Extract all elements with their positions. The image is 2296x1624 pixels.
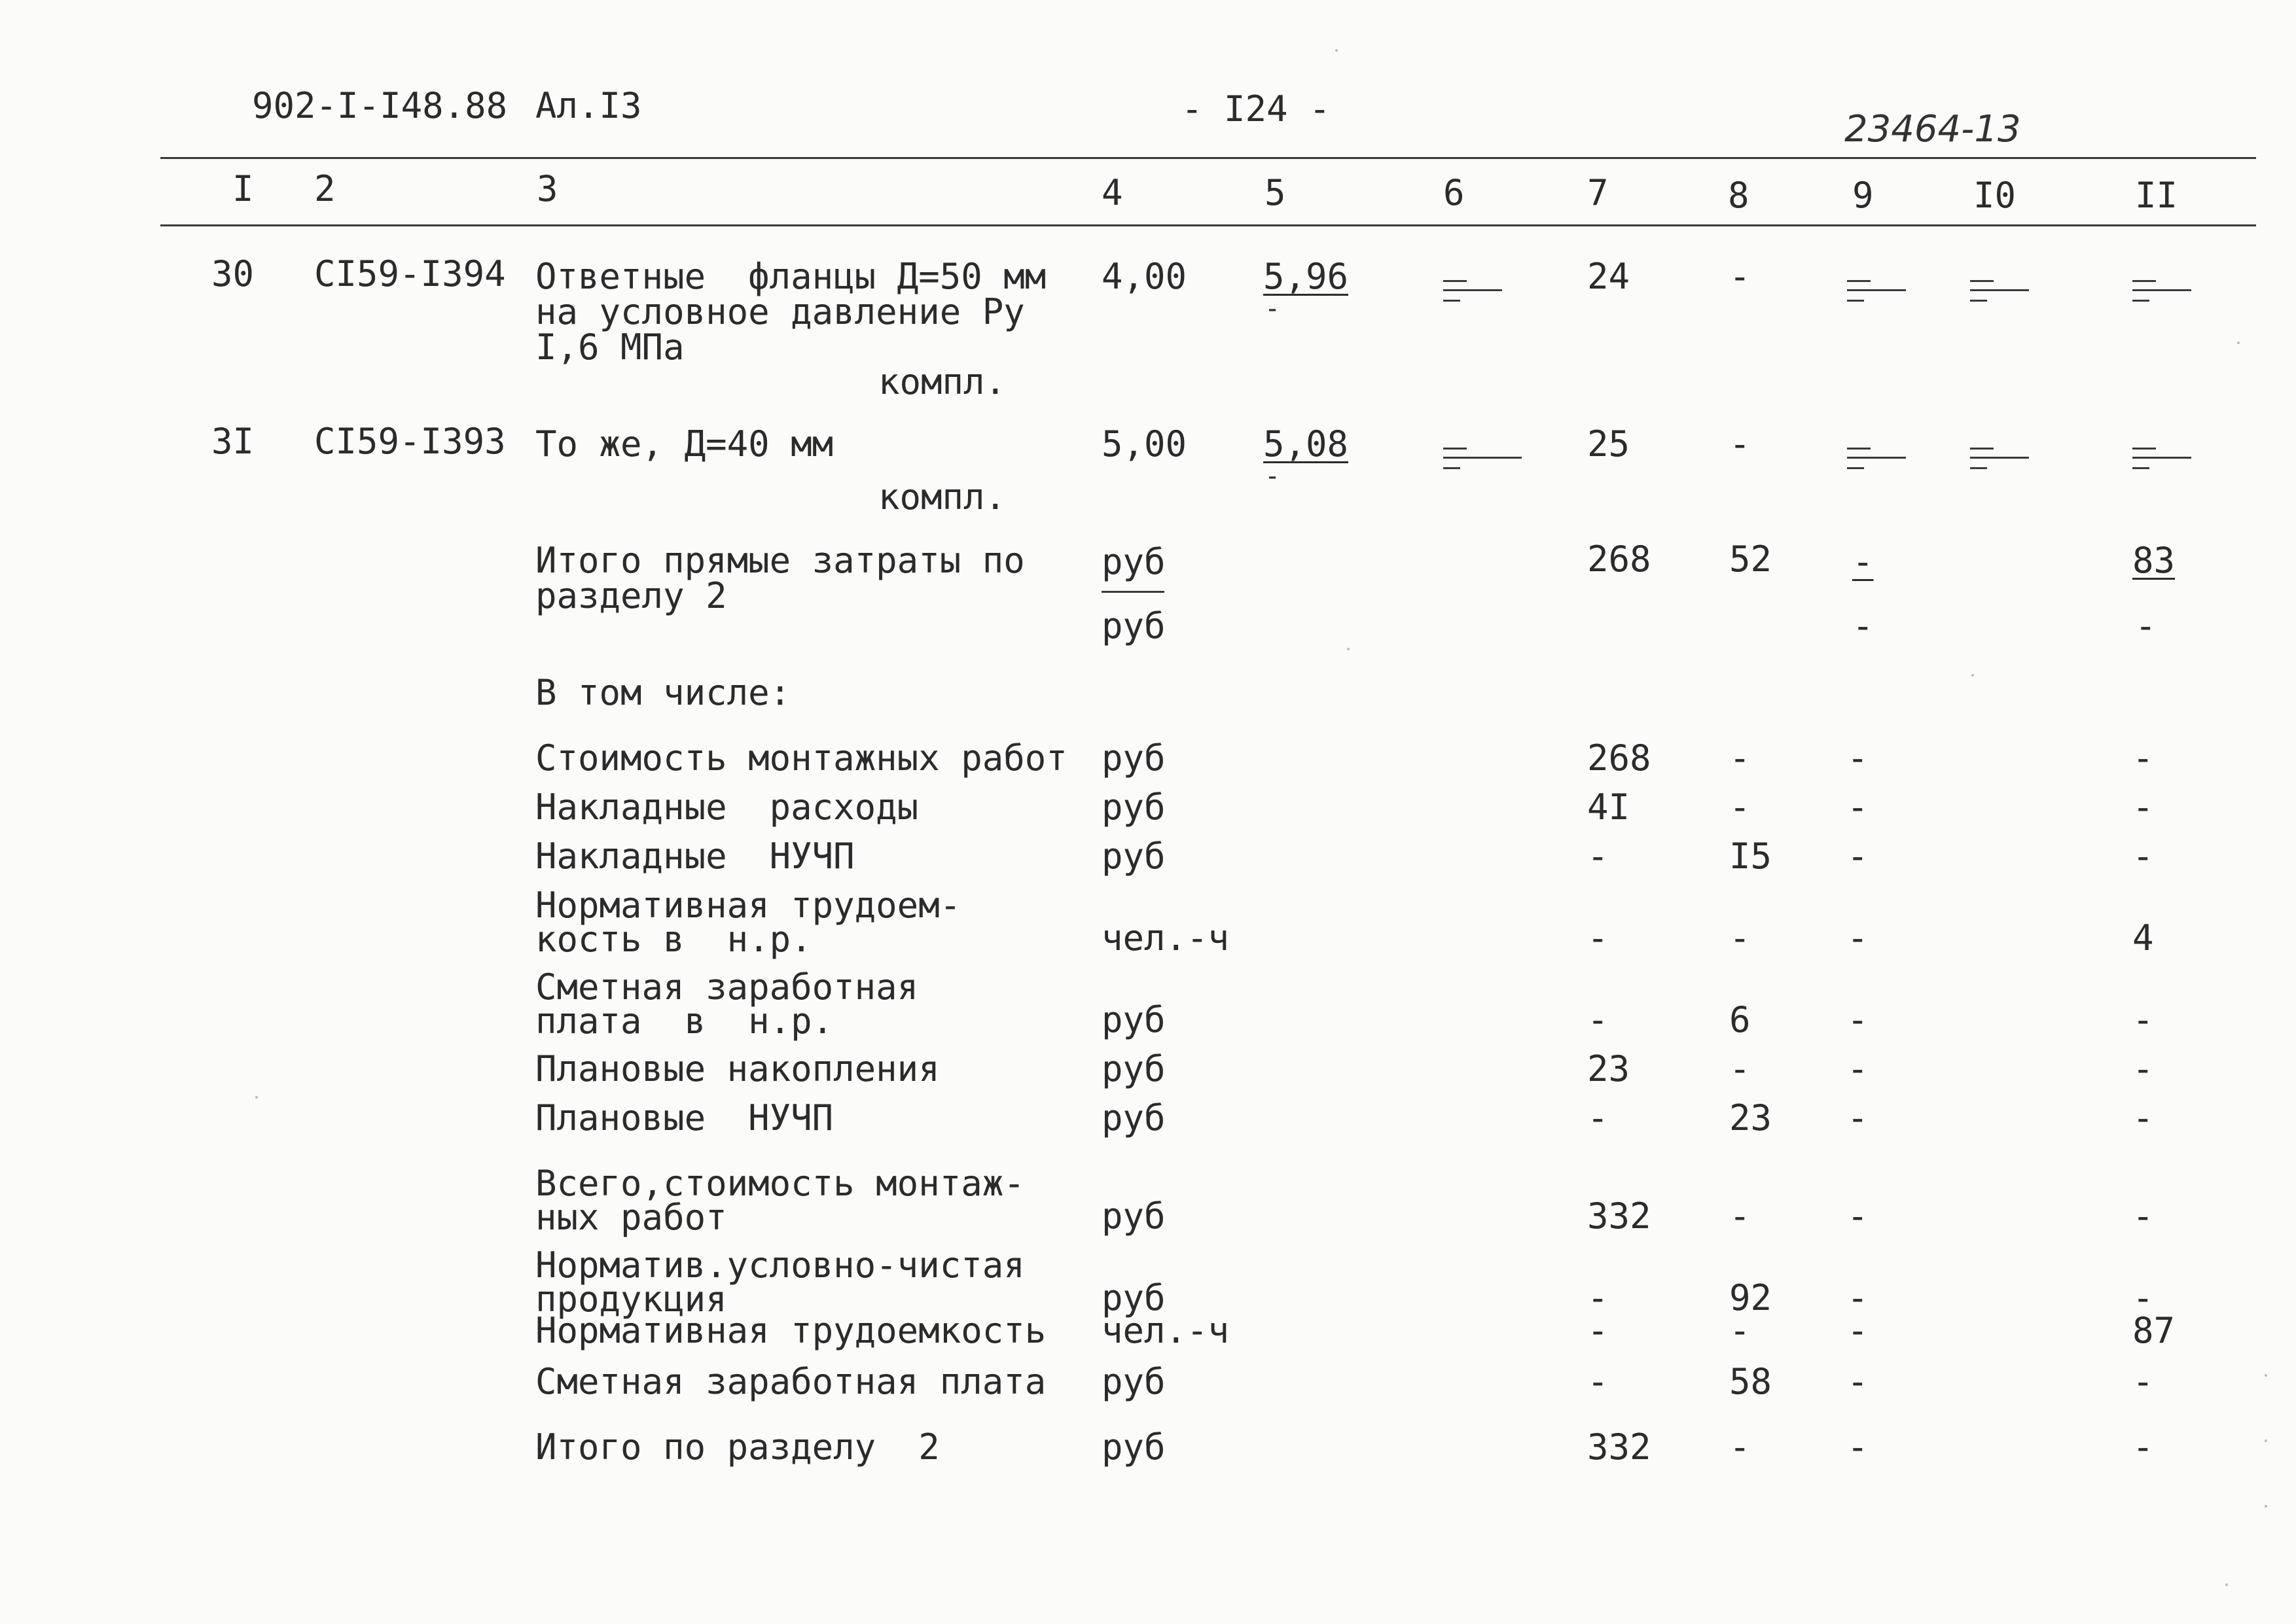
breakdown-col9: - xyxy=(1847,1097,1869,1139)
breakdown-col11: - xyxy=(2132,1048,2154,1089)
col10-dash-fraction xyxy=(1970,442,2029,475)
breakdown-col7: - xyxy=(1587,1361,1609,1402)
breakdown-label-line: ных работ xyxy=(535,1197,727,1238)
breakdown-col9: - xyxy=(1847,1277,1869,1318)
breakdown-col9: - xyxy=(1847,786,1869,828)
breakdown-unit: руб xyxy=(1102,999,1166,1040)
breakdown-unit: руб xyxy=(1102,1361,1166,1402)
breakdown-col7: 332 xyxy=(1587,1195,1651,1237)
column-number-11: II xyxy=(2135,175,2178,216)
item-code: CI59-I394 xyxy=(314,253,506,294)
scan-speck xyxy=(1335,49,1338,52)
breakdown-col9: - xyxy=(1847,737,1869,779)
breakdown-label-line: Накладные расходы xyxy=(535,786,919,828)
breakdown-col8: 23 xyxy=(1729,1097,1772,1139)
scan-speck xyxy=(2225,1583,2228,1586)
item-col7-value: 25 xyxy=(1587,423,1630,465)
breakdown-col9: - xyxy=(1847,1310,1869,1351)
total-direct-col8: 52 xyxy=(1729,538,1772,580)
breakdown-col9: - xyxy=(1847,1426,1869,1468)
breakdown-col7: - xyxy=(1587,1097,1609,1139)
item-col5-value: 5,96 xyxy=(1263,256,1349,297)
item-col5-value: 5,08 xyxy=(1263,423,1349,465)
breakdown-col9: - xyxy=(1847,1048,1869,1089)
breakdown-col8: - xyxy=(1729,1195,1751,1237)
breakdown-col11: - xyxy=(2132,1097,2154,1139)
col9-dash-fraction xyxy=(1847,442,1906,475)
breakdown-col9: - xyxy=(1847,1361,1869,1402)
breakdown-unit: чел.-ч xyxy=(1102,917,1230,959)
breakdown-col8: - xyxy=(1729,917,1751,959)
breakdown-col11: - xyxy=(2132,836,2154,877)
item-col5-denominator: - xyxy=(1265,294,1281,324)
column-number-8: 8 xyxy=(1728,175,1749,216)
col9-dash-fraction xyxy=(1847,275,1906,308)
column-number-9: 9 xyxy=(1852,175,1874,216)
total-direct-col11-top: 83 xyxy=(2132,540,2176,581)
breakdown-label-line: Накладные НУЧП xyxy=(535,836,855,877)
breakdown-col11: - xyxy=(2132,999,2154,1040)
breakdown-label-line: Всего,стоимость монтаж- xyxy=(535,1163,1025,1204)
breakdown-col11: - xyxy=(2132,786,2154,828)
total-direct-unit-bottom: руб xyxy=(1102,605,1166,646)
breakdown-col8: - xyxy=(1729,1426,1751,1468)
breakdown-col11: - xyxy=(2132,1277,2154,1318)
scan-speck xyxy=(2265,1374,2267,1377)
scan-speck xyxy=(2265,1439,2267,1442)
breakdown-col11: 4 xyxy=(2132,917,2154,959)
breakdown-col8: - xyxy=(1729,1048,1751,1089)
breakdown-col11: - xyxy=(2132,1361,2154,1402)
column-number-7: 7 xyxy=(1587,172,1609,213)
breakdown-col9: - xyxy=(1847,999,1869,1040)
total-direct-label-line: разделу 2 xyxy=(535,575,727,616)
total-direct-col11-bottom: - xyxy=(2135,605,2157,646)
breakdown-col7: - xyxy=(1587,917,1609,959)
breakdown-unit: руб xyxy=(1102,1097,1166,1139)
breakdown-col11: - xyxy=(2132,1195,2154,1237)
document-code: 902-I-I48.88 xyxy=(252,85,508,126)
breakdown-unit: руб xyxy=(1102,1048,1166,1089)
header-bottom-rule xyxy=(160,224,2256,226)
breakdown-col8: - xyxy=(1729,737,1751,779)
handwritten-inventory-number: 23464-13 xyxy=(1844,108,2021,150)
breakdown-label-line: Сметная заработная плата xyxy=(535,1361,1047,1402)
breakdown-col7: - xyxy=(1587,999,1609,1040)
total-direct-col7: 268 xyxy=(1587,538,1651,580)
column-number-2: 2 xyxy=(314,168,336,209)
total-direct-col9-bottom: - xyxy=(1852,605,1874,646)
item-col8-value: - xyxy=(1729,423,1751,465)
breakdown-unit: чел.-ч xyxy=(1102,1310,1230,1351)
total-direct-fraction-bar xyxy=(1102,591,1164,593)
breakdown-label-line: Нормативная трудоемкость xyxy=(535,1310,1047,1351)
scan-speck xyxy=(1971,674,1974,677)
breakdown-unit: руб xyxy=(1102,1277,1166,1318)
scan-speck xyxy=(255,1096,258,1099)
breakdown-label-line: продукция xyxy=(535,1279,727,1320)
item-description-line: на условное давление Ру xyxy=(535,291,1025,332)
item-description-line: I,6 МПа xyxy=(535,327,685,368)
column-number-5: 5 xyxy=(1265,172,1286,213)
item-col7-value: 24 xyxy=(1587,256,1630,297)
breakdown-col7: 23 xyxy=(1587,1048,1630,1089)
item-description-line: Ответные фланцы Д=50 мм xyxy=(535,256,1047,297)
breakdown-col7: 268 xyxy=(1587,737,1651,779)
total-direct-label-line: Итого прямые затраты по xyxy=(535,540,1025,581)
breakdown-col7: - xyxy=(1587,1310,1609,1351)
breakdown-col7: 332 xyxy=(1587,1426,1651,1468)
breakdown-col8: I5 xyxy=(1729,836,1772,877)
item-number: 3I xyxy=(211,421,255,462)
breakdown-label-line: Сметная заработная xyxy=(535,966,919,1008)
breakdown-unit: руб xyxy=(1102,1426,1166,1468)
breakdown-label-line: Итого по разделу 2 xyxy=(535,1426,940,1468)
breakdown-col9: - xyxy=(1847,917,1869,959)
breakdown-col9: - xyxy=(1847,836,1869,877)
breakdown-unit: руб xyxy=(1102,836,1166,877)
breakdown-col11: - xyxy=(2132,1426,2154,1468)
breakdown-col8: - xyxy=(1729,786,1751,828)
breakdown-col9: - xyxy=(1847,1195,1869,1237)
breakdown-col8: 92 xyxy=(1729,1277,1772,1318)
breakdown-unit: руб xyxy=(1102,786,1166,828)
item-unit: компл. xyxy=(878,476,1007,518)
column-number-10: I0 xyxy=(1973,175,2017,216)
scan-speck xyxy=(2265,1505,2267,1508)
total-direct-unit-top: руб xyxy=(1102,541,1166,582)
breakdown-label-line: Плановые накопления xyxy=(535,1048,940,1089)
breakdown-col7: - xyxy=(1587,1277,1609,1318)
breakdown-label-line: Норматив.условно-чистая xyxy=(535,1244,1025,1286)
including-label: В том числе: xyxy=(535,672,791,713)
column-number-6: 6 xyxy=(1443,172,1465,213)
column-number-1: I xyxy=(232,168,254,209)
breakdown-col7: - xyxy=(1587,836,1609,877)
column-number-3: 3 xyxy=(537,168,558,209)
col11-dash-fraction xyxy=(2132,275,2191,308)
item-code: CI59-I393 xyxy=(314,421,506,462)
item-col5-denominator: - xyxy=(1265,461,1281,491)
scan-speck xyxy=(2237,342,2240,344)
col11-dash-fraction xyxy=(2132,442,2191,475)
scan-speck xyxy=(1347,648,1350,650)
breakdown-col7: 4I xyxy=(1587,786,1630,828)
breakdown-col8: 58 xyxy=(1729,1361,1772,1402)
col6-dash-fraction xyxy=(1443,442,1502,475)
total-direct-col9-top: - xyxy=(1852,541,1874,582)
item-col4-value: 4,00 xyxy=(1102,256,1187,297)
breakdown-col8: - xyxy=(1729,1310,1751,1351)
breakdown-col8: 6 xyxy=(1729,999,1751,1040)
breakdown-label-line: Плановые НУЧП xyxy=(535,1097,834,1139)
breakdown-unit: руб xyxy=(1102,737,1166,779)
item-col8-value: - xyxy=(1729,256,1751,297)
item-number: 30 xyxy=(211,253,255,294)
breakdown-label-line: кость в н.р. xyxy=(535,919,812,960)
header-top-rule xyxy=(160,157,2256,159)
page-number: - I24 - xyxy=(1181,88,1331,130)
breakdown-label-line: Нормативная трудоем- xyxy=(535,885,961,926)
col6-dash-fraction xyxy=(1443,275,1502,308)
item-unit: компл. xyxy=(878,361,1007,402)
breakdown-label-line: Стоимость монтажных работ xyxy=(535,737,1067,779)
breakdown-col11: 87 xyxy=(2132,1310,2176,1351)
column-number-4: 4 xyxy=(1102,172,1123,213)
item-description-line: То же, Д=40 мм xyxy=(535,423,834,465)
breakdown-unit: руб xyxy=(1102,1195,1166,1237)
col10-dash-fraction xyxy=(1970,275,2029,308)
breakdown-col11: - xyxy=(2132,737,2154,779)
breakdown-label-line: плата в н.р. xyxy=(535,1000,834,1042)
item-col4-value: 5,00 xyxy=(1102,423,1187,465)
album-number: Ал.I3 xyxy=(535,85,642,126)
